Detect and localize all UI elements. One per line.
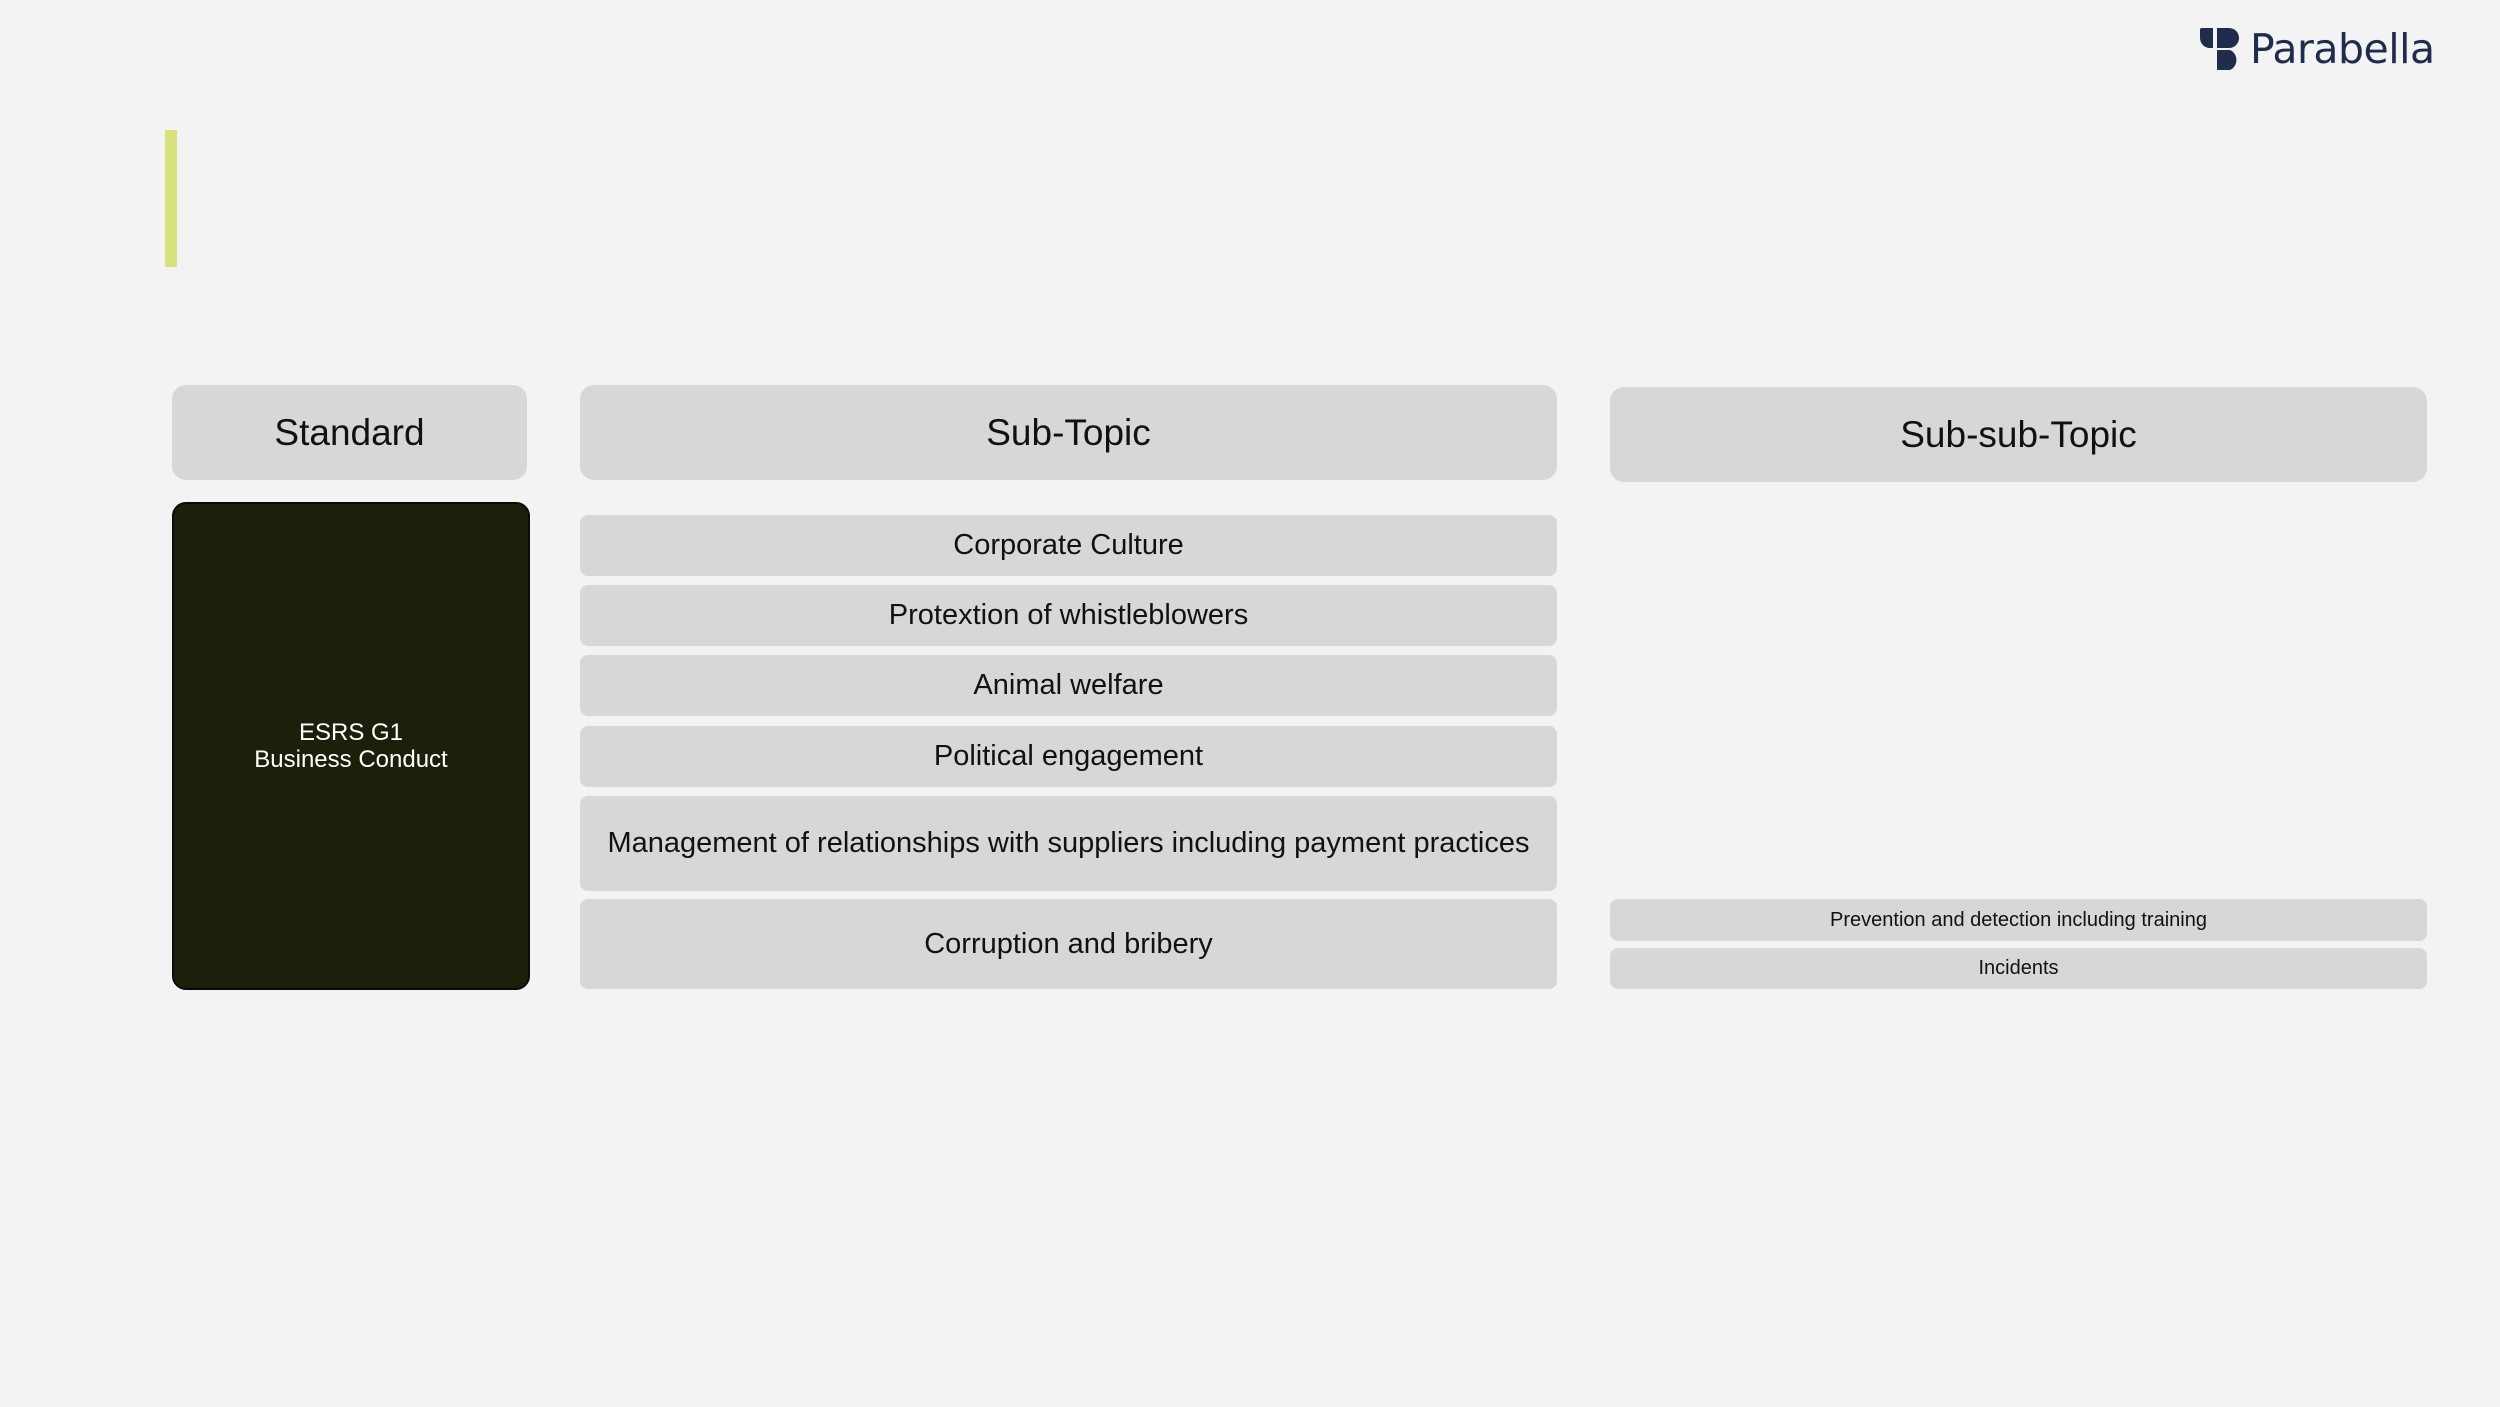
sub-topic-item — [580, 726, 1557, 787]
sub-sub-topic-item — [1610, 948, 2427, 989]
standard-card — [172, 502, 530, 990]
sub-topic-header-label: Sub-Topic — [986, 411, 1151, 453]
sub-topic-item — [580, 899, 1557, 989]
standard-header — [172, 385, 527, 480]
sub-topic-item — [580, 655, 1557, 716]
sub-sub-topic-label: Prevention and detection including training — [1830, 908, 2207, 931]
standard-title: Business Conduct — [254, 746, 448, 773]
sub-sub-topic-header — [1610, 387, 2427, 482]
sub-sub-topic-label: Incidents — [1978, 957, 2059, 979]
standard-header-label: Standard — [274, 411, 425, 453]
sub-sub-topic-item — [1610, 899, 2427, 941]
sub-topic-header — [580, 385, 1557, 480]
sub-topic-label: Political engagement — [933, 740, 1204, 772]
sub-topic-item — [580, 796, 1557, 891]
sub-topic-label: Animal welfare — [973, 669, 1164, 701]
sub-topic-item — [580, 585, 1557, 646]
brand-logo — [2198, 26, 2448, 72]
sub-topic-label: Corporate Culture — [953, 529, 1184, 561]
title-accent-bar — [165, 130, 177, 267]
standard-code: ESRS G1 — [298, 719, 404, 746]
sub-sub-topic-header-label: Sub-sub-Topic — [1900, 413, 2137, 455]
brand-name: Parabella — [2250, 25, 2435, 73]
sub-topic-label: Corruption and bribery — [924, 927, 1213, 960]
sub-topic-label: Protextion of whistleblowers — [888, 599, 1249, 631]
parabella-logo-icon — [2198, 26, 2244, 72]
sub-topic-item — [580, 515, 1557, 576]
sub-topic-label: Management of relationships with suppliers including payment practices — [607, 827, 1530, 859]
